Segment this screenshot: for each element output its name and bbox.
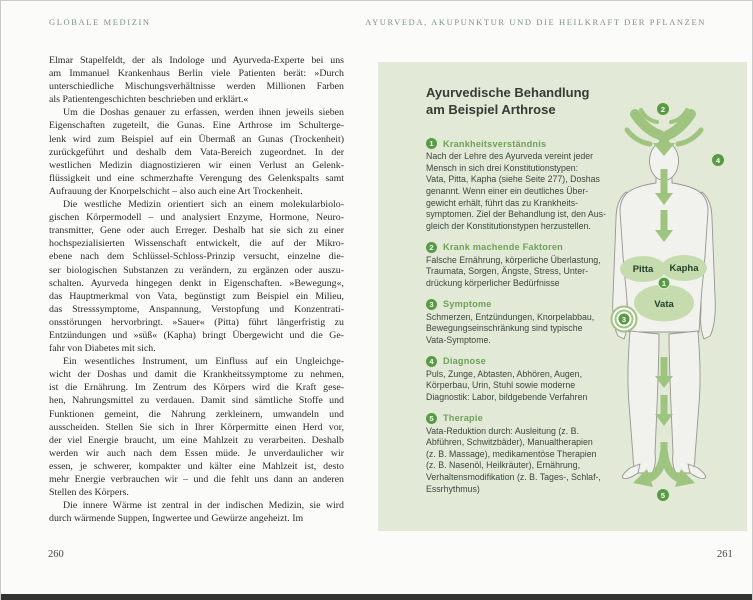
section-title: Krank machende Faktoren — [443, 242, 563, 253]
svg-text:3: 3 — [621, 314, 627, 324]
text-line: Um die Doshas genauer zu erfassen, werden ihnen jeweils sieben — [63, 107, 344, 119]
text-line: symptomen. Ziel der Behandlung ist, den Aus- — [426, 209, 606, 220]
patient-figure — [597, 86, 753, 536]
text-line: gleich der Konstitutionstypen herzustellen. — [426, 220, 591, 231]
left-page-text — [49, 54, 344, 525]
text-line: ausscheiden. Stellen Sie sich in Ihrer Körpermitte einen Herd vor, — [49, 421, 344, 433]
text-line: Traumata, Sorgen, Ängste, Stress, Unter- — [426, 266, 588, 277]
pitta-label: Pitta — [632, 264, 654, 275]
svg-text:5: 5 — [660, 490, 666, 500]
section-title: Diagnose — [443, 356, 486, 367]
infobox-title-line1: Ayurvedische Behandlung — [426, 85, 590, 100]
ayurveda-infobox — [378, 62, 747, 531]
right-leg — [669, 331, 700, 473]
text-line: Falsche Ernährung, körperliche Überlastung, — [426, 254, 601, 265]
left-running-head: GLOBALE MEDIZIN — [49, 17, 151, 27]
right-running-head: AYURVEDA, AKUPUNKTUR UND DIE HEILKRAFT DER PFLANZEN — [365, 17, 706, 27]
paragraph — [49, 198, 344, 355]
text-line: Entzündungen und »süß« (Kapha) bringt Übergewicht und die Ge- — [49, 329, 344, 341]
svg-text:1: 1 — [661, 278, 667, 288]
text-line: gischen Körpermodell – und analysiert Enzyme, Hormone, Neuro- — [49, 212, 344, 224]
text-line: drückung körperlicher Bedürfnisse — [426, 277, 560, 288]
infobox-sections — [426, 138, 626, 504]
text-line: schalten. Ayurveda hingegen denkt in Eigenschaften. »Bewegung«, — [49, 277, 344, 289]
text-line: Mensch in sich drei Konstitutionstypen: — [426, 162, 579, 173]
text-line: zurückgeführt und deshalb dem Vata-Bereich zugeordnet. In der — [49, 146, 344, 158]
section-number-badge: 1 — [426, 138, 437, 149]
text-line: Essrhythmus) — [426, 483, 480, 494]
left-page-number: 260 — [48, 549, 64, 560]
infobox-title-line2: am Beispiel Arthrose — [426, 101, 556, 117]
text-line: Schmerzen, Entzündungen, Knorpelabbau, — [426, 311, 595, 322]
figure-badge-2 — [657, 103, 670, 116]
kapha-label: Kapha — [669, 263, 699, 274]
text-line: Abführen, Schwitzbäder), Manualtherapien — [426, 437, 593, 448]
text-line: Die innere Wärme ist zentral in der indischen Medizin, sie wird — [63, 500, 344, 512]
paragraph — [49, 106, 344, 198]
text-line: Aufrauung der Knorpelschicht – also auch eine Art Trockenheit. — [49, 185, 303, 197]
text-line: Diagnostik: Labor, bildgebende Verfahren — [426, 391, 588, 402]
infobox-title — [426, 85, 590, 118]
text-line: der viel Energie braucht, um eine Mahlzeit zu verarbeiten. Deshalb — [49, 434, 344, 446]
text-line: Verhaltensmodifikation (z. B. Tages-, Schlaf-, — [426, 472, 601, 483]
section-number-badge: 2 — [426, 242, 437, 253]
text-line: mehr Energie verbrauchen wir – und die fehlt uns dann an anderen — [49, 474, 344, 485]
text-line: Die westliche Medizin orientiert sich an einem molekularbiolo- — [63, 199, 344, 211]
text-line: das Hauptmerkmal von Vata, begünstigt zum Beispiel ein Milieu, — [49, 290, 344, 302]
text-line: durch wärmende Suppen, Ingwertee und Gewürze angeheizt. Im — [49, 513, 304, 525]
text-line: ebene nach dem Schlüssel-Schloss-Prinzip versucht, einzelne die- — [49, 251, 344, 263]
text-line: werden wir auch nach dem Essen müde. Je unverdaulicher wir — [49, 447, 344, 459]
left-page — [1, 1, 377, 595]
section-header — [426, 242, 626, 253]
infobox-section-1 — [426, 138, 626, 233]
text-line: essen, je schwerer, kompakter und kälter eine Mahlzeit ist, desto — [49, 460, 344, 472]
text-line: als Patientengeschichten beschrieben und erklärt.« — [49, 94, 249, 106]
text-line: Vata-Reduktion durch: Ausleitung (z. B. — [426, 425, 579, 436]
text-line: gewicht erhält, führt das zu Krankheits- — [426, 197, 579, 208]
text-line: transmitter, Gene oder auch Erreger. Deshalb hat sie sich zu einer — [49, 225, 344, 237]
svg-text:2: 2 — [660, 104, 666, 114]
section-number-badge: 3 — [426, 299, 437, 310]
text-line: hochspezialisierten Wissenschaft entwickelt, die auf der Mikro- — [49, 238, 344, 250]
vata-label: Vata — [654, 299, 674, 310]
text-line: Elmar Stapelfeldt, der als Indologe und Ayurveda-Experte bei uns — [49, 55, 344, 66]
right-page-number: 261 — [717, 549, 733, 560]
text-line: Vata-Symptome. — [426, 334, 491, 345]
text-line: fahr von Diabetes mit sich. — [49, 343, 156, 355]
section-title: Therapie — [443, 413, 483, 423]
text-line: wicht der Doshas und damit die Krankheitssymptome zu nehmen, — [49, 369, 344, 381]
text-line: Ein wesentliches Instrument, um Einfluss auf ein Ungleichge- — [63, 356, 344, 368]
text-line: Nach der Lehre des Ayurveda vereint jeder — [426, 151, 594, 161]
text-line: Eigenschaften zugeteilt, die Gunas. Eine Arthrose im Schulterge- — [49, 120, 344, 132]
infobox-section-5 — [426, 413, 626, 496]
text-line: Vata, Pitta, Kapha (siehe Seite 277), Doshas — [426, 174, 600, 185]
text-line: onsstörungen hervorbringt. »Sauer« (Pitta) führt längerfristig zu — [49, 316, 344, 328]
text-line: flüssigkeit und eine schmerzhafte Verengung des Gelenkspalts samt — [49, 172, 344, 184]
right-foot — [688, 464, 706, 479]
text-line: (z. B. Nasenöl, Heilkräuter), Ernährung, — [426, 460, 581, 471]
photo-bottom-edge — [1, 594, 752, 600]
text-line: ser biologischen Substanzen zu verändern, zu ergänzen oder auszu- — [49, 264, 344, 276]
infobox-section-3 — [426, 299, 626, 347]
figure-badge-3 — [619, 314, 630, 325]
figure-badge-4 — [712, 154, 725, 167]
left-leg — [628, 331, 659, 473]
text-line: unterschiedliche Mischungsverhältnisse werden Millionen Farben — [49, 81, 344, 93]
paragraph — [49, 499, 344, 525]
text-line: Puls, Zunge, Abtasten, Abhören, Augen, — [426, 368, 583, 379]
text-line: Bewegungseinschränkung sind typische — [426, 323, 583, 334]
text-line: genannt. Wenn einer ein deutliches Über- — [426, 185, 589, 196]
section-header — [426, 299, 626, 310]
section-header — [426, 138, 626, 149]
svg-text:4: 4 — [715, 155, 721, 165]
text-line: Körperbau, Urin, Stuhl sowie moderne — [426, 380, 576, 391]
text-line: westlichen Medizin diagnostizieren wir einen Verlust an Gelenk- — [49, 159, 344, 171]
section-title: Symptome — [443, 299, 492, 310]
left-foot — [622, 464, 640, 479]
section-title: Krankheitsverständnis — [443, 138, 547, 149]
text-line: Funktionen gemeint, die Nahrung zerkleinern, umwandeln und — [49, 408, 344, 420]
section-number-badge: 5 — [426, 413, 437, 424]
text-line: das Stresssymptome, Anspannung, Verstopfung und Konzentrati- — [49, 303, 344, 315]
text-line: am Immanuel Krankenhaus Berlin viele Patienten berät: »Durch — [49, 68, 344, 80]
section-header — [426, 413, 626, 424]
infobox-section-2 — [426, 242, 626, 290]
text-line: hen, Nahrungsmittel zu verdauen. Damit sind sämtliche Stoffe und — [49, 395, 344, 407]
text-line: ist die Ernährung. Im Zentrum des Körpers wird die Kraft gese- — [49, 382, 344, 394]
text-line: Stellen des Körpers. — [49, 487, 129, 499]
figure-badge-1 — [658, 277, 670, 289]
section-number-badge: 4 — [426, 356, 437, 367]
infobox-section-4 — [426, 356, 626, 404]
section-header — [426, 356, 626, 367]
paragraph — [49, 355, 344, 499]
figure-badge-5 — [657, 489, 670, 502]
text-line: (z. B. Massage), medikamentöse Therapien — [426, 448, 597, 459]
text-line: lenk wird zum Beispiel auf ein Übermaß an Gunas (Trockenheit) — [49, 133, 344, 145]
right-page — [365, 1, 753, 595]
paragraph — [49, 54, 344, 106]
